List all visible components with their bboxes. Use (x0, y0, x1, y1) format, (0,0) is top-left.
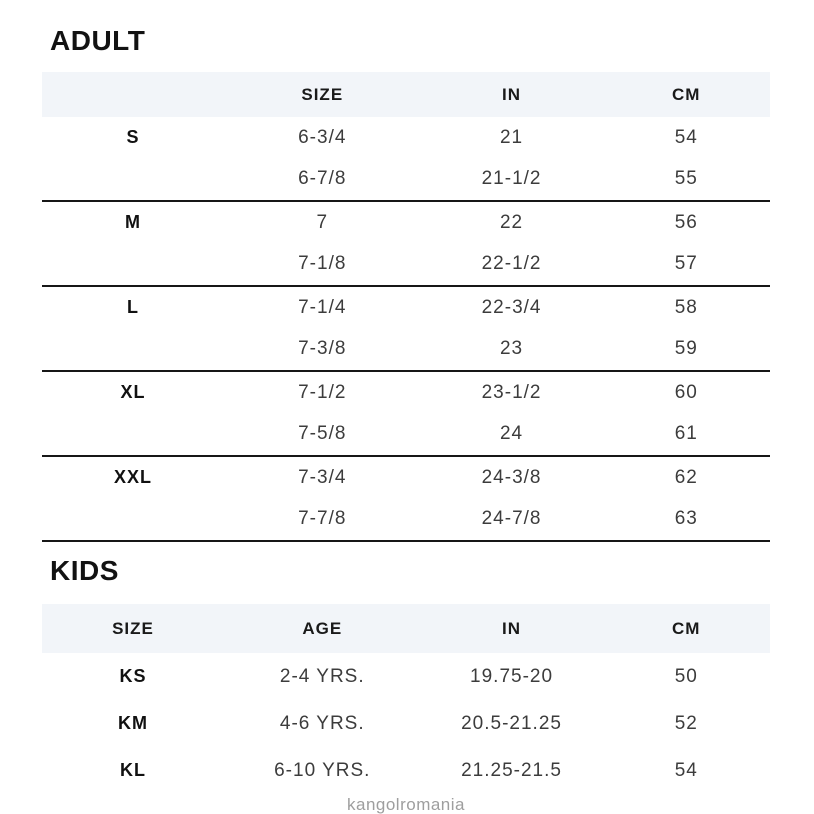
table-row (42, 499, 770, 541)
cm-value: 55 (674, 168, 698, 190)
kids-size-table (42, 604, 770, 794)
kids-size-label: KL (120, 760, 146, 780)
size-value: 6-7/8 (298, 168, 347, 190)
cm-value: 57 (674, 253, 698, 275)
in-value: 24 (499, 423, 524, 445)
in-value: 24-3/8 (481, 466, 542, 488)
age-value: 6-10 YRS. (274, 759, 371, 781)
kids-size-label: KS (119, 666, 147, 686)
size-group-l (42, 287, 770, 372)
in-value: 23-1/2 (481, 381, 542, 403)
table-row (42, 372, 770, 414)
kids-header-age: AGE (302, 618, 343, 638)
table-row (42, 414, 770, 456)
size-value: 7-5/8 (298, 423, 347, 445)
cm-value: 56 (674, 211, 698, 233)
cm-value: 52 (674, 712, 698, 734)
size-group-xl (42, 372, 770, 457)
table-row (42, 457, 770, 499)
kids-header-in: IN (502, 618, 522, 638)
cm-value: 59 (674, 338, 698, 360)
in-value: 19.75-20 (470, 665, 554, 687)
table-row (42, 202, 770, 244)
size-value: 7-3/4 (298, 466, 347, 488)
adult-section-title: ADULT (50, 25, 146, 56)
table-row (42, 700, 770, 747)
cm-value: 61 (674, 423, 698, 445)
size-group-label: M (125, 212, 141, 233)
size-group-label: XL (120, 382, 146, 403)
size-group-label: L (127, 297, 139, 318)
size-group-label: S (126, 127, 140, 148)
kids-header-size: SIZE (112, 618, 154, 638)
size-value: 7-1/2 (298, 381, 347, 403)
kids-section-title: KIDS (50, 555, 119, 586)
adult-header-in: IN (502, 84, 522, 104)
adult-header-cm: CM (672, 84, 701, 104)
table-row (42, 747, 770, 794)
table-row (42, 287, 770, 329)
size-value: 7-7/8 (298, 508, 347, 530)
cm-value: 50 (674, 665, 698, 687)
age-value: 4-6 YRS. (279, 712, 365, 734)
table-row (42, 159, 770, 201)
age-value: 2-4 YRS. (279, 665, 365, 687)
in-value: 22 (499, 211, 524, 233)
in-value: 21.25-21.5 (461, 759, 562, 781)
size-group-xxl (42, 457, 770, 542)
cm-value: 58 (674, 296, 698, 318)
in-value: 21 (499, 126, 524, 148)
table-row (42, 244, 770, 286)
size-value: 7 (316, 211, 329, 233)
in-value: 20.5-21.25 (461, 712, 562, 734)
adult-size-table (42, 72, 770, 542)
in-value: 22-1/2 (481, 253, 542, 275)
size-group-s (42, 117, 770, 202)
size-group-m (42, 202, 770, 287)
cm-value: 54 (674, 759, 698, 781)
in-value: 21-1/2 (481, 168, 542, 190)
cm-value: 62 (674, 466, 698, 488)
in-value: 23 (499, 338, 524, 360)
adult-header-size: SIZE (301, 84, 344, 104)
kids-header-cm: CM (672, 618, 701, 638)
cm-value: 54 (674, 126, 698, 148)
in-value: 24-7/8 (481, 508, 542, 530)
table-row (42, 117, 770, 159)
kids-table-header (42, 604, 770, 653)
size-value: 7-3/8 (298, 338, 347, 360)
size-group-label: XXL (113, 467, 152, 488)
cm-value: 60 (674, 381, 698, 403)
in-value: 22-3/4 (481, 296, 542, 318)
table-row (42, 329, 770, 371)
size-value: 6-3/4 (298, 126, 347, 148)
watermark-text: kangolromania (346, 795, 465, 814)
cm-value: 63 (674, 508, 698, 530)
kids-size-label: KM (118, 713, 148, 733)
adult-table-header (42, 72, 770, 117)
size-value: 7-1/4 (298, 296, 347, 318)
size-value: 7-1/8 (298, 253, 347, 275)
table-row (42, 653, 770, 700)
